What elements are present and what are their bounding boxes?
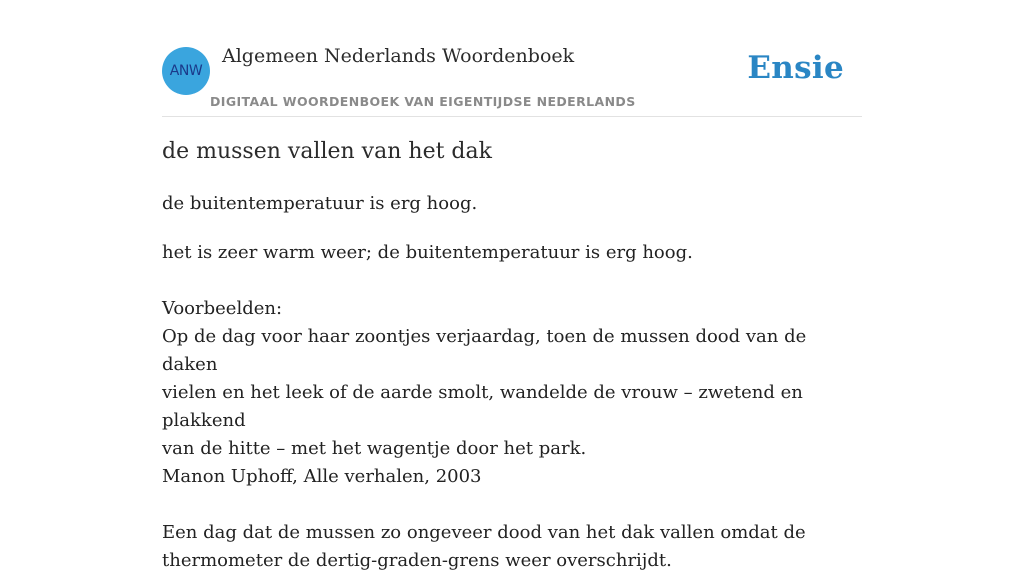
example-line: thermometer de dertig-graden-grens weer overschrijdt. <box>162 550 672 571</box>
entry-body <box>162 239 862 575</box>
example-line: Een dag dat de mussen zo ongeveer dood van het dak vallen omdat de <box>162 522 806 543</box>
example-line: vielen en het leek of de aarde smolt, wandelde de vrouw – zwetend en plakkend <box>162 382 803 431</box>
page <box>162 0 862 571</box>
example-line: Op de dag voor haar zoontjes verjaardag, toen de mussen dood van de daken <box>162 326 807 375</box>
site-title[interactable]: Algemeen Nederlands Woordenboek <box>222 45 575 67</box>
example-source: Manon Uphoff, Alle verhalen, 2003 <box>162 466 482 487</box>
site-header <box>162 0 862 117</box>
entry-explanation: het is zeer warm weer; de buitentemperatuur is erg hoog. <box>162 242 693 263</box>
entry-title: de mussen vallen van het dak <box>162 139 492 164</box>
entry-definition: de buitentemperatuur is erg hoog. <box>162 193 478 214</box>
site-subtitle: DIGITAAL WOORDENBOEK VAN EIGENTIJDSE NEDERLANDS <box>210 94 636 109</box>
examples-label: Voorbeelden: <box>162 298 283 319</box>
logo-text: ANW <box>169 63 203 79</box>
anw-logo[interactable] <box>162 47 210 95</box>
example-line: van de hitte – met het wagentje door het park. <box>162 438 587 459</box>
ensie-brand-logo[interactable]: Ensie <box>747 50 844 86</box>
